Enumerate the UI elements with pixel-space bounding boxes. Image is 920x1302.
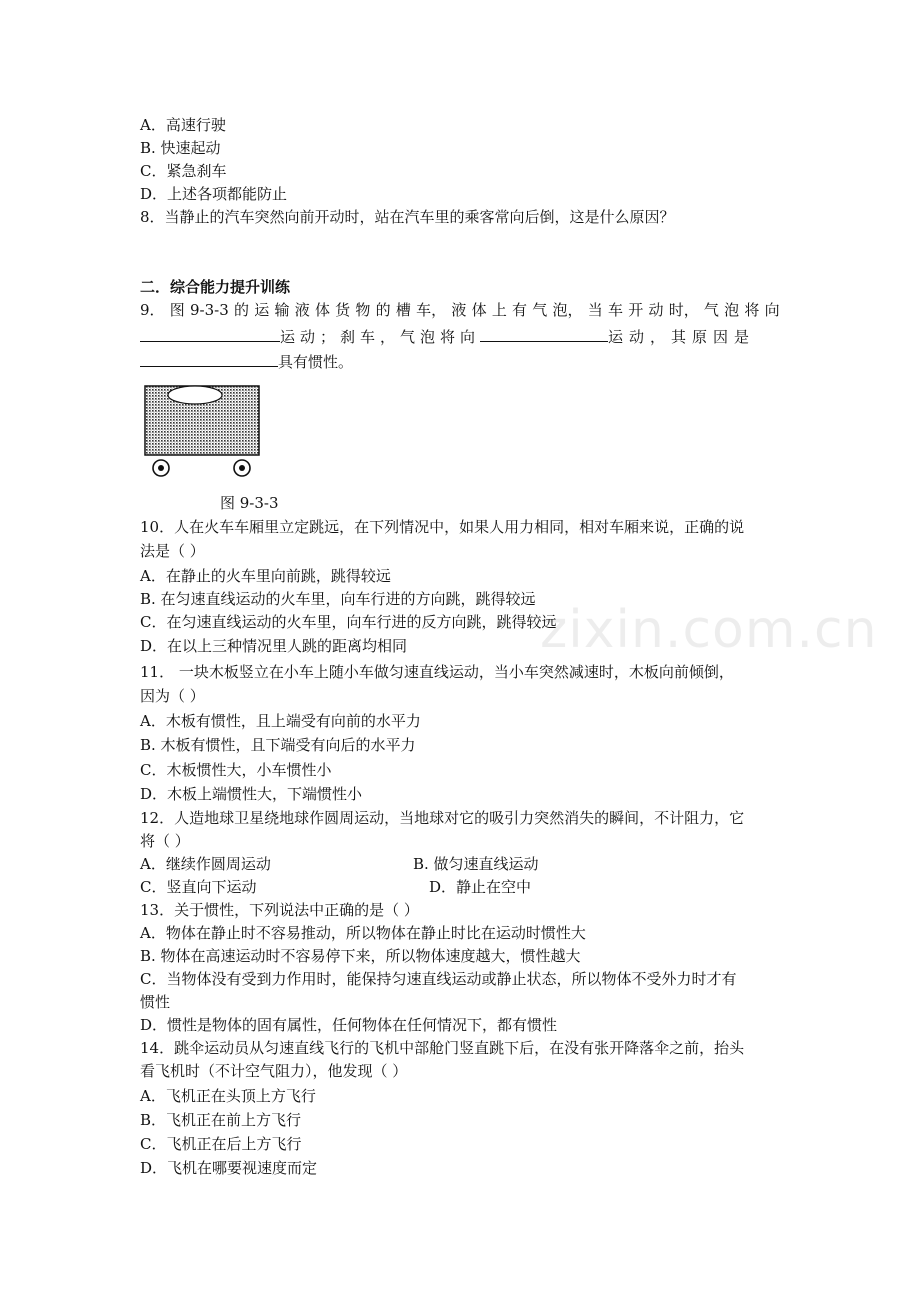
q11-stem-2: 因为（ ） — [140, 687, 205, 705]
q12-option-b: B. 做匀速直线运动 — [413, 855, 539, 873]
q13-option-c-continued: 惯性 — [140, 993, 171, 1011]
q11-option-a: A．木板有惯性，且上端受有向前的水平力 — [140, 712, 421, 730]
q10-option-b: B. 在匀速直线运动的火车里，向车行进的方向跳，跳得较远 — [140, 590, 536, 608]
wheel-right — [234, 460, 250, 476]
q12-option-d: D．静止在空中 — [429, 878, 532, 896]
q14-stem-2: 看飞机时（不计空气阻力），他发现（ ） — [140, 1062, 408, 1080]
q10-option-d: D．在以上三种情况里人跳的距离均相同 — [140, 637, 408, 655]
answer-blank-2[interactable] — [480, 325, 608, 342]
q14-option-c: C．飞机正在后上方飞行 — [140, 1135, 302, 1153]
q13-option-c: C．当物体没有受到力作用时，能保持匀速直线运动或静止状态，所以物体不受外力时才有 — [140, 970, 737, 988]
q11-option-b: B. 木板有惯性，且下端受有向后的水平力 — [140, 736, 416, 754]
q13-option-a: A．物体在静止时不容易推动，所以物体在静止时比在运动时惯性大 — [140, 924, 586, 942]
q14-stem-1: 14．跳伞运动员从匀速直线飞行的飞机中部舱门竖直跳下后，在没有张开降落伞之前，抬头 — [140, 1039, 745, 1057]
q9-line2: 运动；刹车，气泡将向 运动，其原因是 — [140, 325, 755, 347]
q10-stem-2: 法是（ ） — [140, 542, 205, 560]
q14-option-a: A．飞机正在头顶上方飞行 — [140, 1087, 316, 1105]
q12-option-a: A．继续作圆周运动 — [140, 855, 271, 873]
air-bubble — [168, 386, 222, 404]
q7-option-a: A．高速行驶 — [140, 116, 226, 134]
answer-blank-3[interactable] — [140, 350, 278, 367]
wheel-left — [153, 460, 169, 476]
tank-truck-figure — [140, 380, 270, 480]
answer-blank-1[interactable] — [140, 325, 280, 342]
q13-stem: 13．关于惯性，下列说法中正确的是（ ） — [140, 901, 419, 919]
q14-option-b: B．飞机正在前上方飞行 — [140, 1111, 302, 1129]
q12-stem-1: 12．人造地球卫星绕地球作圆周运动，当地球对它的吸引力突然消失的瞬间，不计阻力，它 — [140, 809, 745, 827]
q11-option-d: D．木板上端惯性大，下端惯性小 — [140, 785, 363, 803]
q14-option-d: D．飞机在哪要视速度而定 — [140, 1159, 318, 1177]
section-title: 二．综合能力提升训练 — [140, 278, 291, 296]
q9-line3: 具有惯性。 — [140, 350, 353, 372]
q13-option-d: D．惯性是物体的固有属性，任何物体在任何情况下，都有惯性 — [140, 1016, 558, 1034]
q10-option-c: C．在匀速直线运动的火车里，向车行进的反方向跳，跳得较远 — [140, 613, 557, 631]
q7-option-c: C．紧急刹车 — [140, 162, 227, 180]
figure-caption: 图 9-3-3 — [220, 494, 279, 512]
q13-option-b: B. 物体在高速运动时不容易停下来，所以物体速度越大，惯性越大 — [140, 947, 581, 965]
q10-stem-1: 10．人在火车车厢里立定跳远，在下列情况中，如果人用力相同，相对车厢来说，正确的说 — [140, 518, 745, 536]
q7-option-b: B. 快速起动 — [140, 139, 221, 157]
q11-option-c: C．木板惯性大，小车惯性小 — [140, 761, 332, 779]
q11-stem-1: 11． 一块木板竖立在小车上随小车做匀速直线运动，当小车突然减速时，木板向前倾倒， — [140, 663, 734, 681]
q12-stem-2: 将（ ） — [140, 832, 190, 850]
q12-option-c: C．竖直向下运动 — [140, 878, 257, 896]
q7-option-d: D．上述各项都能防止 — [140, 185, 288, 203]
q9-line1: 9． 图 9-3-3 的 运 输 液 体 货 物 的 槽 车， 液 体 上 有 气 泡， 当 车 开 动 时， 气 泡 将 向 — [140, 301, 780, 319]
q8-text: 8．当静止的汽车突然向前开动时，站在汽车里的乘客常向后倒，这是什么原因？ — [140, 208, 675, 226]
q10-option-a: A．在静止的火车里向前跳，跳得较远 — [140, 567, 391, 585]
watermark: zixin.com.cn — [540, 600, 878, 660]
